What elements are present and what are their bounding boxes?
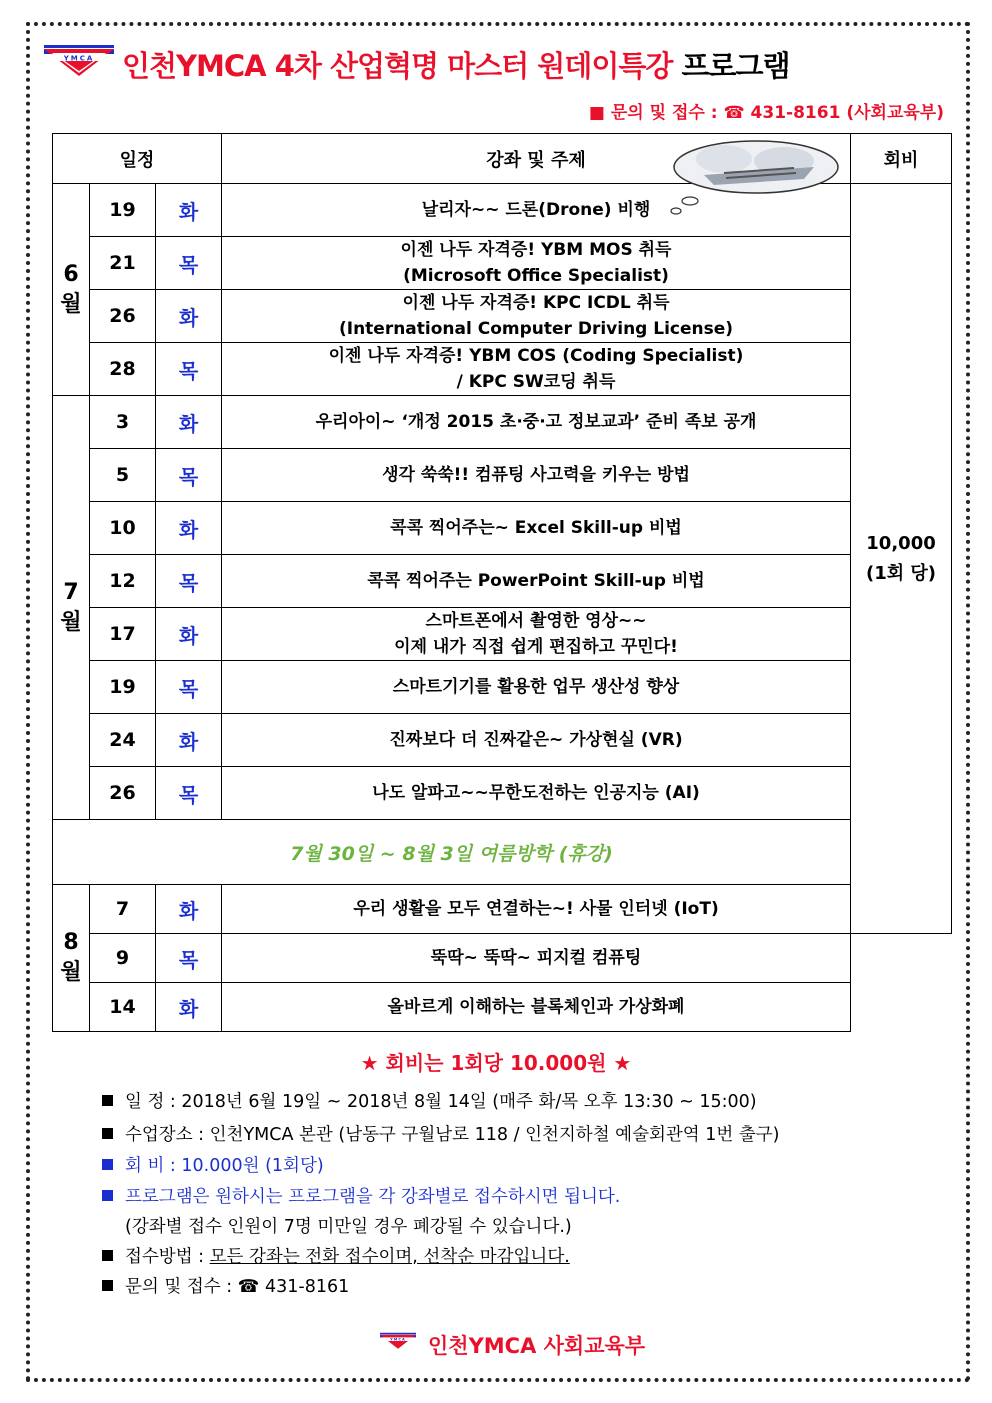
topic-cell: 이젠 나두 자격증! YBM COS (Coding Specialist) / KPC SW코딩 취득 bbox=[222, 343, 851, 396]
topic-cell: 이젠 나두 자격증! KPC ICDL 취득 (International Computer Driving License) bbox=[222, 290, 851, 343]
header-topic: 강좌 및 주제 bbox=[222, 134, 851, 184]
bullet-square-icon bbox=[102, 1250, 113, 1261]
day-cell: 3 bbox=[90, 396, 156, 449]
topic-cell: 이젠 나두 자격증! YBM MOS 취득 (Microsoft Office Specialist) bbox=[222, 237, 851, 290]
day-cell: 14 bbox=[90, 983, 156, 1032]
day-cell: 26 bbox=[90, 290, 156, 343]
topic-cell: 날리자~~ 드론(Drone) 비행 bbox=[222, 184, 851, 237]
topic-cell: 스마트폰에서 촬영한 영상~~ 이제 내가 직접 쉽게 편집하고 꾸민다! bbox=[222, 608, 851, 661]
vacation-cell: 7월 30일 ~ 8월 3일 여름방학 (휴강) bbox=[53, 820, 851, 885]
info-venue: 수업장소 : 인천YMCA 본관 (남동구 구월남로 118 / 인천지하철 예술회관역 1번 출구) bbox=[102, 1121, 780, 1146]
day-cell: 28 bbox=[90, 343, 156, 396]
thought-cloud-icon bbox=[664, 137, 840, 219]
table-row bbox=[53, 983, 952, 1032]
topic-cell: 콕콕 찍어주는 PowerPoint Skill-up 비법 bbox=[222, 555, 851, 608]
title-main: 인천YMCA 4차 산업혁명 마스터 원데이특강 bbox=[122, 49, 682, 83]
topic-cell: 생각 쑥쑥!! 컴퓨팅 사고력을 키우는 방법 bbox=[222, 449, 851, 502]
day-cell: 12 bbox=[90, 555, 156, 608]
topic-cell: 우리 생활을 모두 연결하는~! 사물 인터넷 (IoT) bbox=[222, 885, 851, 934]
weekday-cell: 화 bbox=[156, 885, 222, 934]
weekday-cell: 목 bbox=[156, 449, 222, 502]
footer-org: 인천YMCA 사회교육부 bbox=[428, 1334, 646, 1358]
table-row bbox=[53, 885, 952, 934]
info-register: 프로그램은 원하시는 프로그램을 각 강좌별로 접수하시면 됩니다. bbox=[102, 1183, 620, 1208]
fee-cell: 10,000 (1회 당) bbox=[851, 184, 952, 934]
weekday-cell: 목 bbox=[156, 237, 222, 290]
bullet-square-icon bbox=[102, 1159, 113, 1170]
header-schedule: 일정 bbox=[53, 134, 222, 184]
weekday-cell: 목 bbox=[156, 934, 222, 983]
title-program: 프로그램 bbox=[681, 49, 790, 83]
day-cell: 21 bbox=[90, 237, 156, 290]
topic-cell: 나도 알파고~~무한도전하는 인공지능 (AI) bbox=[222, 767, 851, 820]
bullet-square-icon bbox=[102, 1190, 113, 1201]
table-row bbox=[53, 449, 952, 502]
day-cell: 17 bbox=[90, 608, 156, 661]
weekday-cell: 화 bbox=[156, 396, 222, 449]
weekday-cell: 화 bbox=[156, 290, 222, 343]
topic-cell: 뚝딱~ 뚝딱~ 피지컬 컴퓨팅 bbox=[222, 934, 851, 983]
topic-cell: 우리아이~ ‘개정 2015 초·중·고 정보교과’ 준비 족보 공개 bbox=[222, 396, 851, 449]
day-cell: 10 bbox=[90, 502, 156, 555]
table-row bbox=[53, 714, 952, 767]
bullet-square-icon bbox=[102, 1095, 113, 1106]
topic-cell: 올바르게 이해하는 블록체인과 가상화폐 bbox=[222, 983, 851, 1032]
day-cell: 5 bbox=[90, 449, 156, 502]
vacation-row bbox=[53, 820, 952, 885]
weekday-cell: 목 bbox=[156, 767, 222, 820]
month-cell-july: 7 월 bbox=[53, 396, 90, 820]
day-cell: 26 bbox=[90, 767, 156, 820]
table-row bbox=[53, 934, 952, 983]
table-row bbox=[53, 555, 952, 608]
info-register-note: (강좌별 접수 인원이 7명 미만일 경우 폐강될 수 있습니다.) bbox=[125, 1217, 572, 1237]
day-cell: 19 bbox=[90, 184, 156, 237]
day-cell: 24 bbox=[90, 714, 156, 767]
weekday-cell: 목 bbox=[156, 343, 222, 396]
topic-cell: 콕콕 찍어주는~ Excel Skill-up 비법 bbox=[222, 502, 851, 555]
weekday-cell: 화 bbox=[156, 608, 222, 661]
bullet-square-icon bbox=[102, 1280, 113, 1291]
topic-cell: 진짜보다 더 진짜같은~ 가상현실 (VR) bbox=[222, 714, 851, 767]
month-cell-june: 6 월 bbox=[53, 184, 90, 396]
header-fee: 회비 bbox=[851, 134, 952, 184]
footer-ymca-logo-icon bbox=[380, 1332, 416, 1350]
day-cell: 9 bbox=[90, 934, 156, 983]
header-contact: ■ 문의 및 접수 : ☎ 431-8161 (사회교육부) bbox=[588, 103, 944, 123]
info-method: 접수방법 : 모든 강좌는 전화 접수이며, 선착순 마감입니다. bbox=[102, 1243, 570, 1268]
table-row bbox=[53, 608, 952, 661]
month-cell-august: 8 월 bbox=[53, 885, 90, 1032]
footer-logo-text: YMCA bbox=[390, 1337, 406, 1342]
info-schedule: 일 정 : 2018년 6월 19일 ~ 2018년 8월 14일 (매주 화/목 오후 13:30 ~ 15:00) bbox=[102, 1088, 757, 1113]
info-fee: 회 비 : 10.000원 (1회당) bbox=[102, 1152, 324, 1177]
table-row bbox=[53, 661, 952, 714]
weekday-cell: 목 bbox=[156, 555, 222, 608]
weekday-cell: 화 bbox=[156, 714, 222, 767]
table-row bbox=[53, 343, 952, 396]
logo-text: YMCA bbox=[63, 54, 95, 63]
weekday-cell: 화 bbox=[156, 184, 222, 237]
weekday-cell: 화 bbox=[156, 502, 222, 555]
table-row bbox=[53, 237, 952, 290]
topic-cell: 스마트기기를 활용한 업무 생산성 향상 bbox=[222, 661, 851, 714]
bullet-square-icon bbox=[102, 1128, 113, 1139]
page-title bbox=[122, 44, 790, 85]
table-row bbox=[53, 502, 952, 555]
weekday-cell: 화 bbox=[156, 983, 222, 1032]
weekday-cell: 목 bbox=[156, 661, 222, 714]
info-contact: 문의 및 접수 : ☎ 431-8161 bbox=[102, 1273, 349, 1298]
table-row bbox=[53, 767, 952, 820]
ymca-logo-icon bbox=[44, 45, 114, 77]
schedule-table bbox=[52, 133, 952, 1032]
fee-notice: ★ 회비는 1회당 10.000원 ★ bbox=[360, 1051, 632, 1075]
table-row bbox=[53, 396, 952, 449]
day-cell: 7 bbox=[90, 885, 156, 934]
day-cell: 19 bbox=[90, 661, 156, 714]
table-row bbox=[53, 290, 952, 343]
